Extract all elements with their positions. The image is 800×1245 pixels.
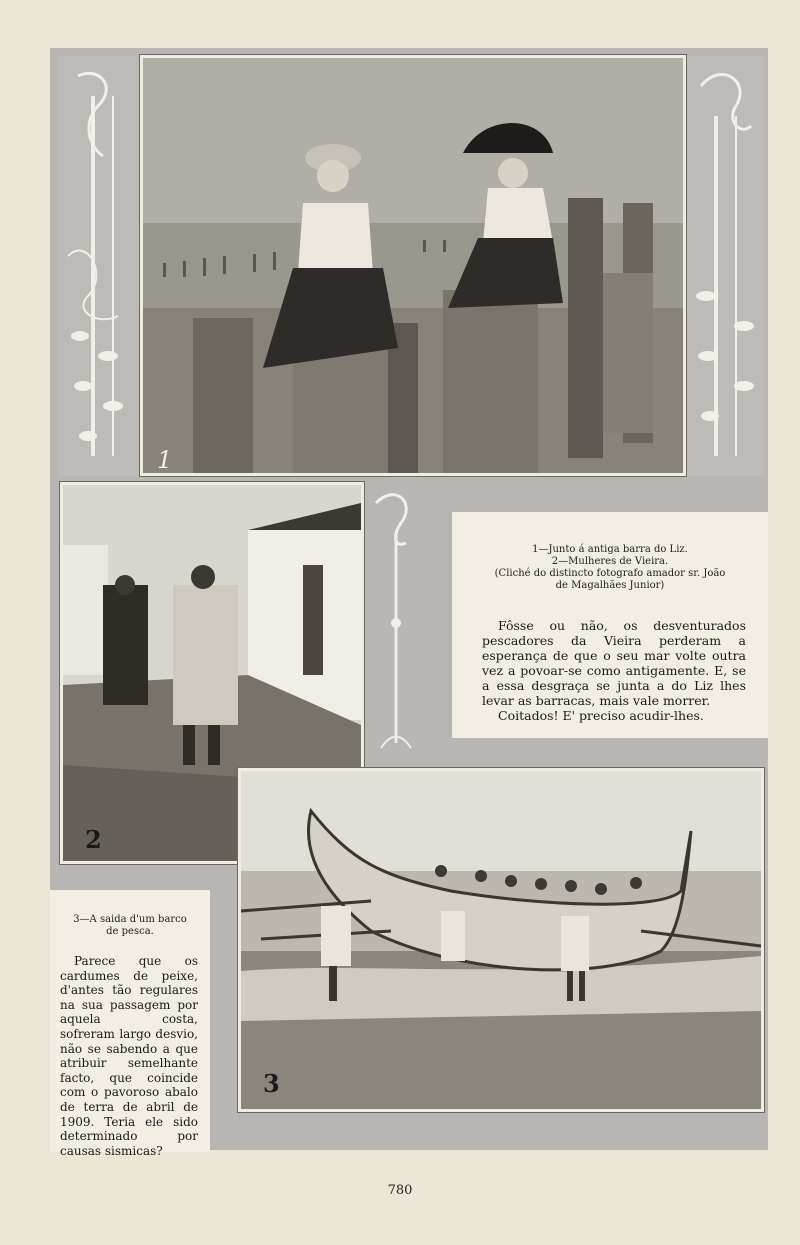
photo-boat-departure: [238, 768, 764, 1112]
caption-left-line-2: de pesca.: [106, 926, 154, 937]
fishing-boat-photo-icon: [241, 771, 761, 1109]
paragraph-right-2: Coitados! E' preciso acudir-lhes.: [498, 708, 704, 723]
page-number: 780: [387, 1183, 413, 1198]
women-on-beach-photo-icon: [143, 58, 683, 473]
photo-3-number: 3: [263, 1069, 280, 1098]
caption-left-line-1: 3—A saida d'um barco: [73, 914, 187, 925]
caption-box-left: [50, 890, 210, 1158]
paragraph-left-1: Parece que os cardumes de peixe, d'antes tão regulares na sua passagem por aquela costa, sofreram largo desvio, não se sabendo a que atribuir semelhante facto, que coincide com o pavoroso abalo de terra de abril de 1909. Teria ele sido determinado por causas sismicas?: [60, 954, 198, 1158]
caption-line-1: 1—Junto á antiga barra do Liz.: [532, 544, 688, 555]
photo-1-number: 1: [157, 446, 173, 474]
right-floral-ornament: [686, 56, 764, 476]
caption-line-3: (Cliché do distincto fotografo amador sr. João: [494, 568, 726, 579]
caption-line-2: 2—Mulheres de Vieira.: [551, 556, 669, 567]
paragraph-right-1: Fôsse ou não, os desventurados pescadores da Vieira perderam a esperança de que o seu mar volte outra vez a povoar-se como antigamente. E, se a essa desgraça se junta a do Liz lhes levar as barracas, mais vale morrer.: [482, 618, 746, 708]
photo-women-at-old-bar: [140, 55, 686, 476]
left-floral-ornament: [58, 56, 140, 476]
caption-box-right: [452, 512, 768, 738]
center-floral-ornament: [366, 483, 426, 763]
caption-line-4: de Magalhães Junior): [555, 580, 665, 591]
photo-2-number: 2: [85, 825, 102, 854]
